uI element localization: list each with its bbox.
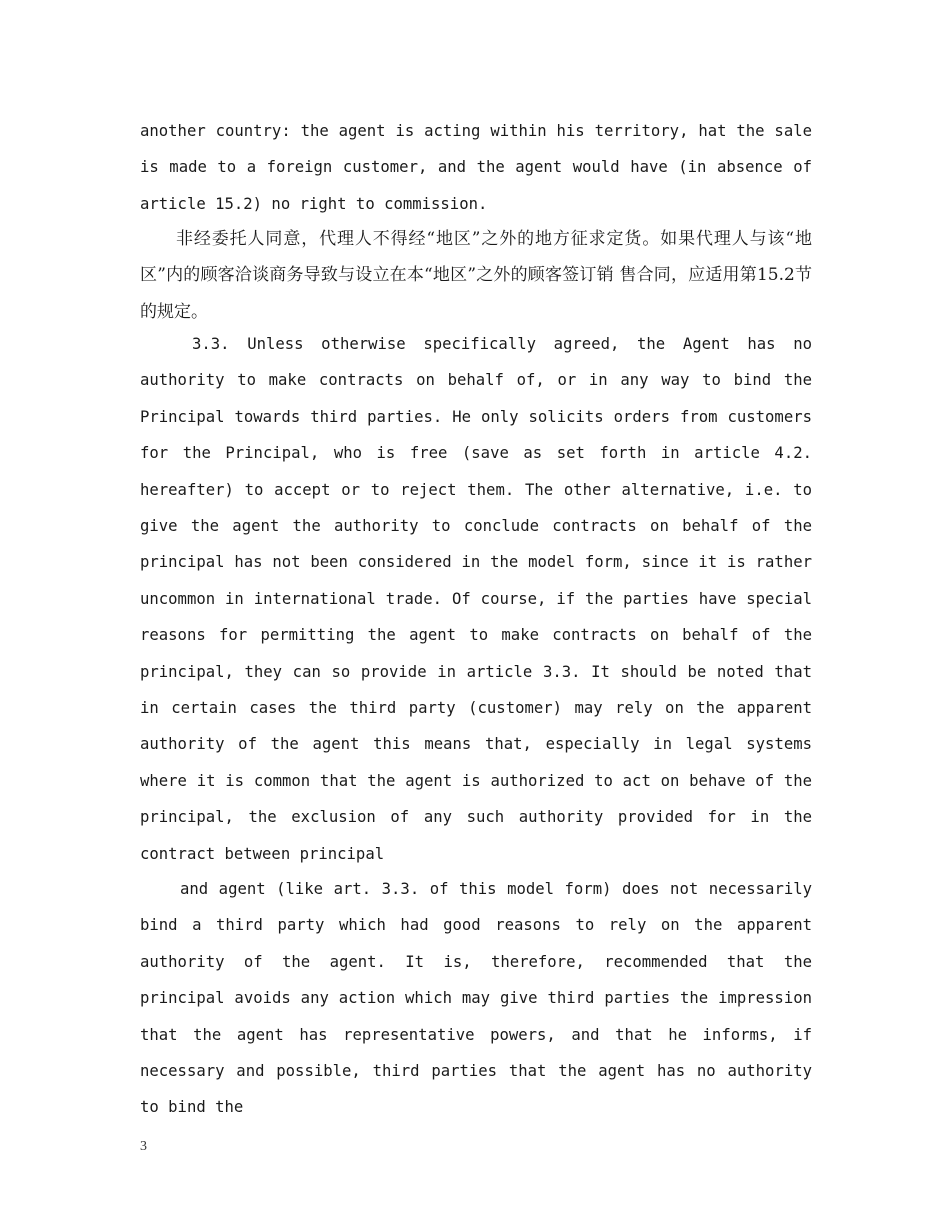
paragraph-continuation: another country: the agent is acting within his territory, hat the sale is made to a foreign customer, and the agent would have (in absence of article 15.2) no right to commission. <box>140 122 812 213</box>
paragraph-section-3-3: 3.3. Unless otherwise specifically agreed, the Agent has no authority to make contracts on behalf of, or in any way to bind the Principal towards third parties. He only solicits orders from customers for the Principal, who is free (save as set forth in article 4.2. hereafter) to accept or to reject them. The other alternative, i.e. to give the agent the authority to conclude contracts on behalf of the principal has not been considered in the model form, since it is rather uncommon in international trade. Of course, if the parties have special reasons for permitting the agent to make contracts on behalf of the principal, they can so provide in article 3.3. It should be noted that in certain cases the third party (customer) may rely on the apparent authority of the agent this means that, especially in legal systems where it is common that the agent is authorized to act on behave of the principal, the exclusion of any such authority provided for in the contract between principal <box>140 335 812 863</box>
paragraph-apparent-authority: and agent (like art. 3.3. of this model form) does not necessarily bind a third party which had good reasons to rely on the apparent authority of the agent. It is, therefore, recommended that the principal avoids any action which may give third parties the impression that the agent has representative powers, and that he informs, if necessary and possible, third parties that the agent has no authority to bind the <box>140 880 812 1117</box>
paragraph-chinese: 非经委托人同意，代理人不得经“地区”之外的地方征求定货。如果代理人与该“地区”内的顾客洽谈商务导致与设立在本“地区”之外的顾客签订销 售合同，应适用第15.2节的规定。 <box>140 229 812 322</box>
page-number: 3 <box>140 1139 147 1154</box>
